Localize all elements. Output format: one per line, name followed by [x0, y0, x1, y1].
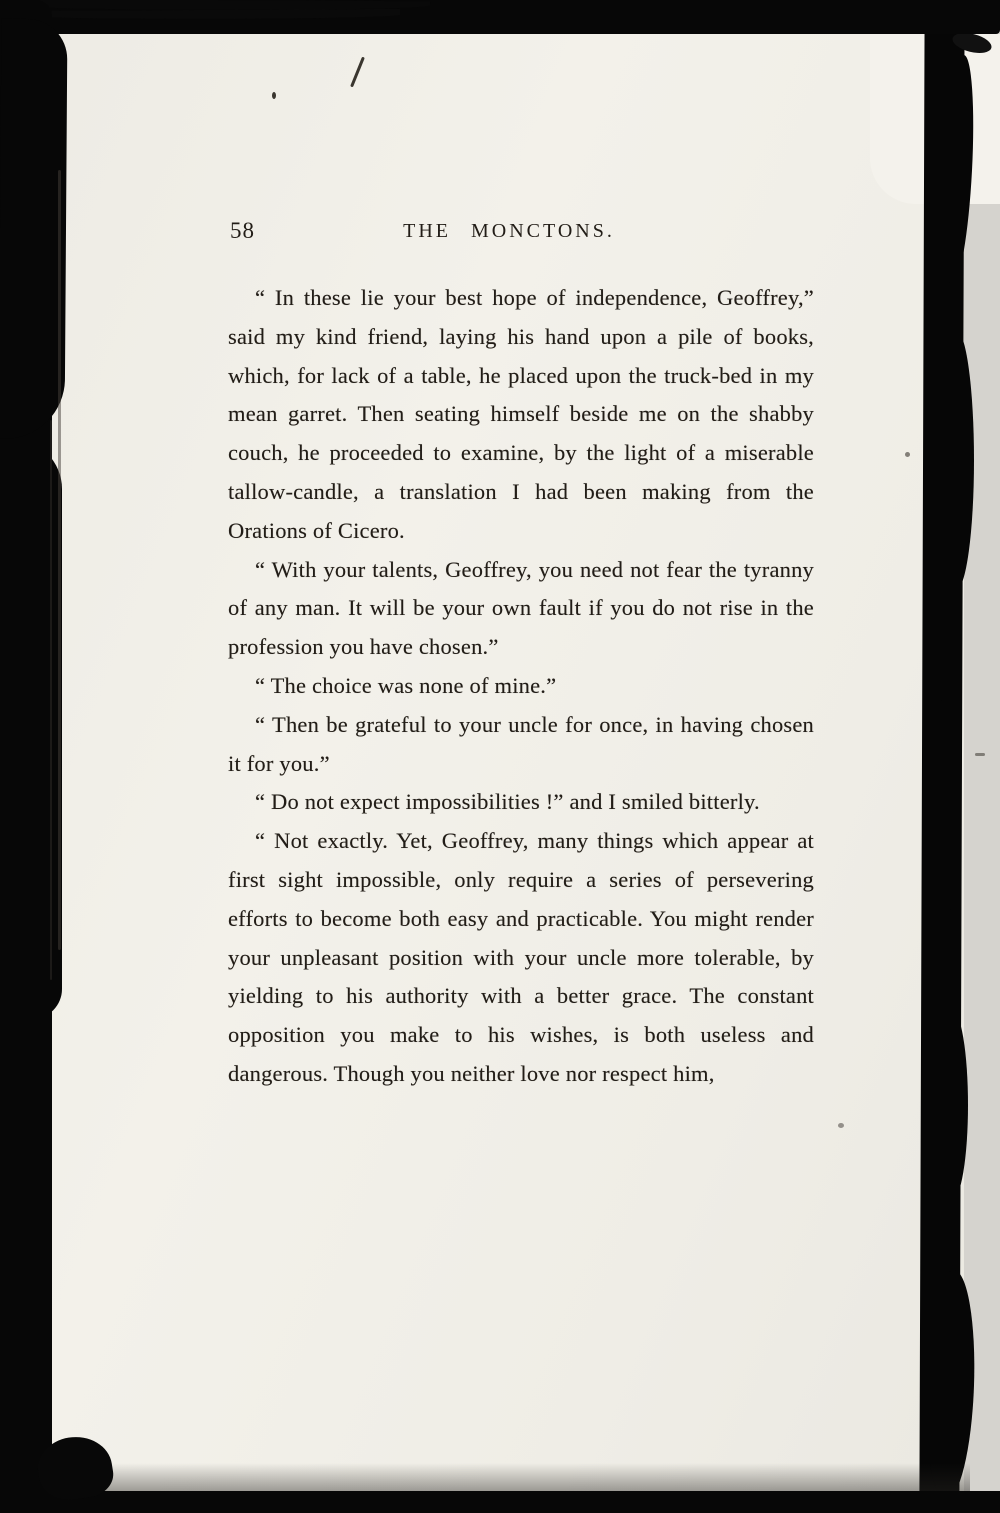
paragraph: “ Then be grateful to your uncle for once, in having chosen it for you.” — [228, 711, 814, 776]
page-content — [228, 216, 814, 1094]
scan-speck — [838, 1123, 844, 1128]
paragraph: “ With your talents, Geoffrey, you need not fear the tyranny of any man. It will be your own fault if you do not rise in the profession you have chosen.” — [228, 556, 814, 660]
scan-edge-bottom — [0, 1491, 1000, 1513]
scanner-background-strip — [964, 0, 1000, 1513]
scan-speck — [272, 92, 276, 99]
scan-streak — [58, 170, 61, 950]
scan-speck — [905, 452, 910, 457]
paragraph: “ Not exactly. Yet, Geoffrey, many things which appear at first sight impossible, only require a series of persevering efforts to become both easy and practicable. You might render your unpleasant position with your uncle more tolerable, by yielding to his authority with a better grace. The constant opposition you make to his wishes, is both useless and dangerous. Though you neither love nor respect him, — [228, 828, 814, 1086]
binding-blot — [936, 1010, 968, 1200]
paragraph: “ The choice was none of mine.” — [255, 672, 557, 698]
scan-streak — [50, 420, 52, 980]
paragraph: “ Do not expect impossibilities !” and I smiled bitterly. — [255, 789, 760, 815]
binding-blot — [938, 330, 974, 590]
running-title: THE MONCTONS. — [403, 220, 615, 242]
page-number: 58 — [230, 218, 255, 243]
paragraph: “ In these lie your best hope of independence, Geoffrey,” said my kind friend, laying his hand upon a pile of books, which, for lack of a table, he placed upon the truck-bed in my mean garret. Then seating himself beside me on the shabby couch, he proceeded to examine, by the light of a miserable tallow-candle, a translation I had been making from the Orations of Cicero. — [228, 285, 814, 543]
page-header — [228, 216, 814, 248]
scan-speck — [975, 753, 985, 756]
pen-mark — [350, 57, 365, 88]
body-text — [228, 279, 814, 1094]
scan-shadow-bottom — [55, 1463, 970, 1493]
